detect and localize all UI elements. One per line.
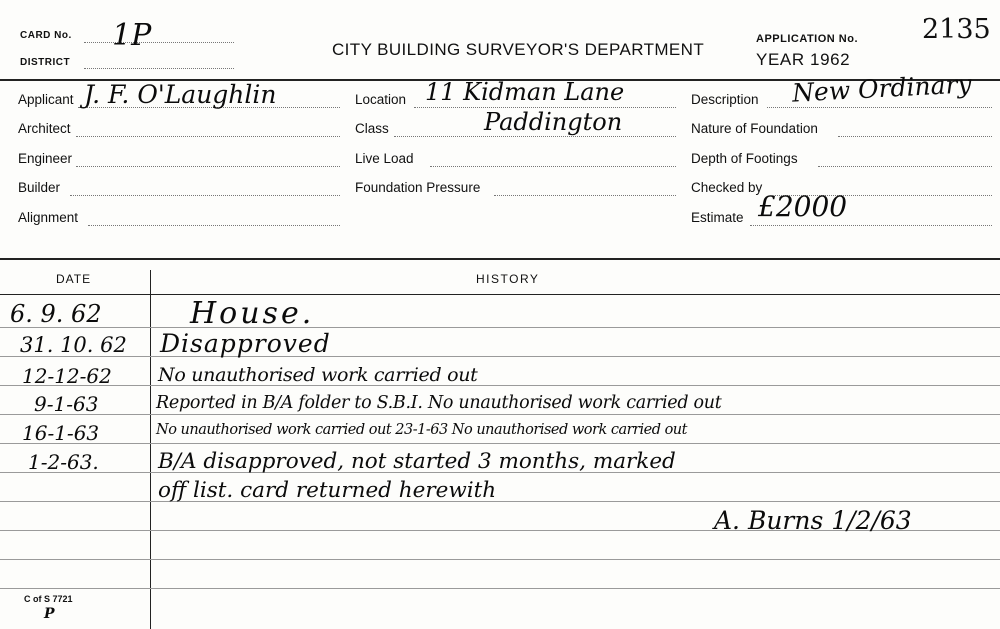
location-label: Location — [355, 92, 407, 107]
location-value-line-2: Paddington — [484, 108, 623, 136]
location-value-line-1: 11 Kidman Lane — [425, 78, 625, 106]
row-entry: Disapproved — [160, 329, 331, 358]
history-header: HISTORY — [476, 272, 540, 286]
application-no-label: APPLICATION No. — [756, 33, 859, 45]
card-no-value: 1P — [112, 18, 152, 53]
applicant-label: Applicant — [18, 92, 74, 107]
architect-label: Architect — [18, 121, 71, 136]
row-entry: House. — [190, 296, 315, 331]
department-title: CITY BUILDING SURVEYOR'S DEPARTMENT — [332, 40, 705, 59]
row-entry: No unauthorised work carried out — [158, 364, 478, 386]
footer-mark: P — [44, 606, 55, 622]
card-no-label: CARD No. — [20, 30, 72, 41]
year-label: YEAR 1962 — [756, 50, 851, 69]
row-entry: B/A disapproved, not started 3 months, marked — [158, 449, 676, 474]
row-entry: No unauthorised work carried out 23-1-63 No unauthorised work carried out — [156, 422, 687, 438]
live-load-label: Live Load — [355, 151, 414, 166]
row-entry: Reported in B/A folder to S.B.I. No unauthorised work carried out — [156, 393, 722, 413]
class-label: Class — [355, 121, 389, 136]
foundation-pressure-label: Foundation Pressure — [355, 180, 481, 195]
row-entry: off list. card returned herewith — [158, 478, 497, 503]
row-date: 1-2-63. — [28, 450, 99, 474]
applicant-value: J. F. O'Laughlin — [84, 80, 277, 109]
checked-by-label: Checked by — [691, 180, 763, 195]
description-value: New Ordinary — [791, 69, 973, 108]
district-label: DISTRICT — [20, 57, 71, 68]
row-date: 9-1-63 — [34, 392, 99, 416]
row-date: 16-1-63 — [22, 421, 100, 445]
description-label: Description — [691, 92, 759, 107]
form-code: C of S 7721 — [24, 594, 73, 604]
date-header: DATE — [56, 272, 92, 286]
table-top-rule — [0, 258, 1000, 260]
date-column-divider — [150, 270, 151, 629]
engineer-label: Engineer — [18, 151, 73, 166]
estimate-value: £2000 — [758, 190, 848, 223]
depth-of-footings-label: Depth of Footings — [691, 151, 798, 166]
alignment-label: Alignment — [18, 210, 79, 225]
nature-of-foundation-label: Nature of Foundation — [691, 121, 818, 136]
row-date: 31. 10. 62 — [20, 333, 127, 357]
builder-label: Builder — [18, 180, 61, 195]
row-date: 12-12-62 — [22, 364, 112, 388]
signature: A. Burns 1/2/63 — [714, 506, 912, 535]
estimate-label: Estimate — [691, 210, 744, 225]
application-no-value: 2135 — [922, 14, 991, 45]
row-date: 6. 9. 62 — [10, 300, 102, 328]
